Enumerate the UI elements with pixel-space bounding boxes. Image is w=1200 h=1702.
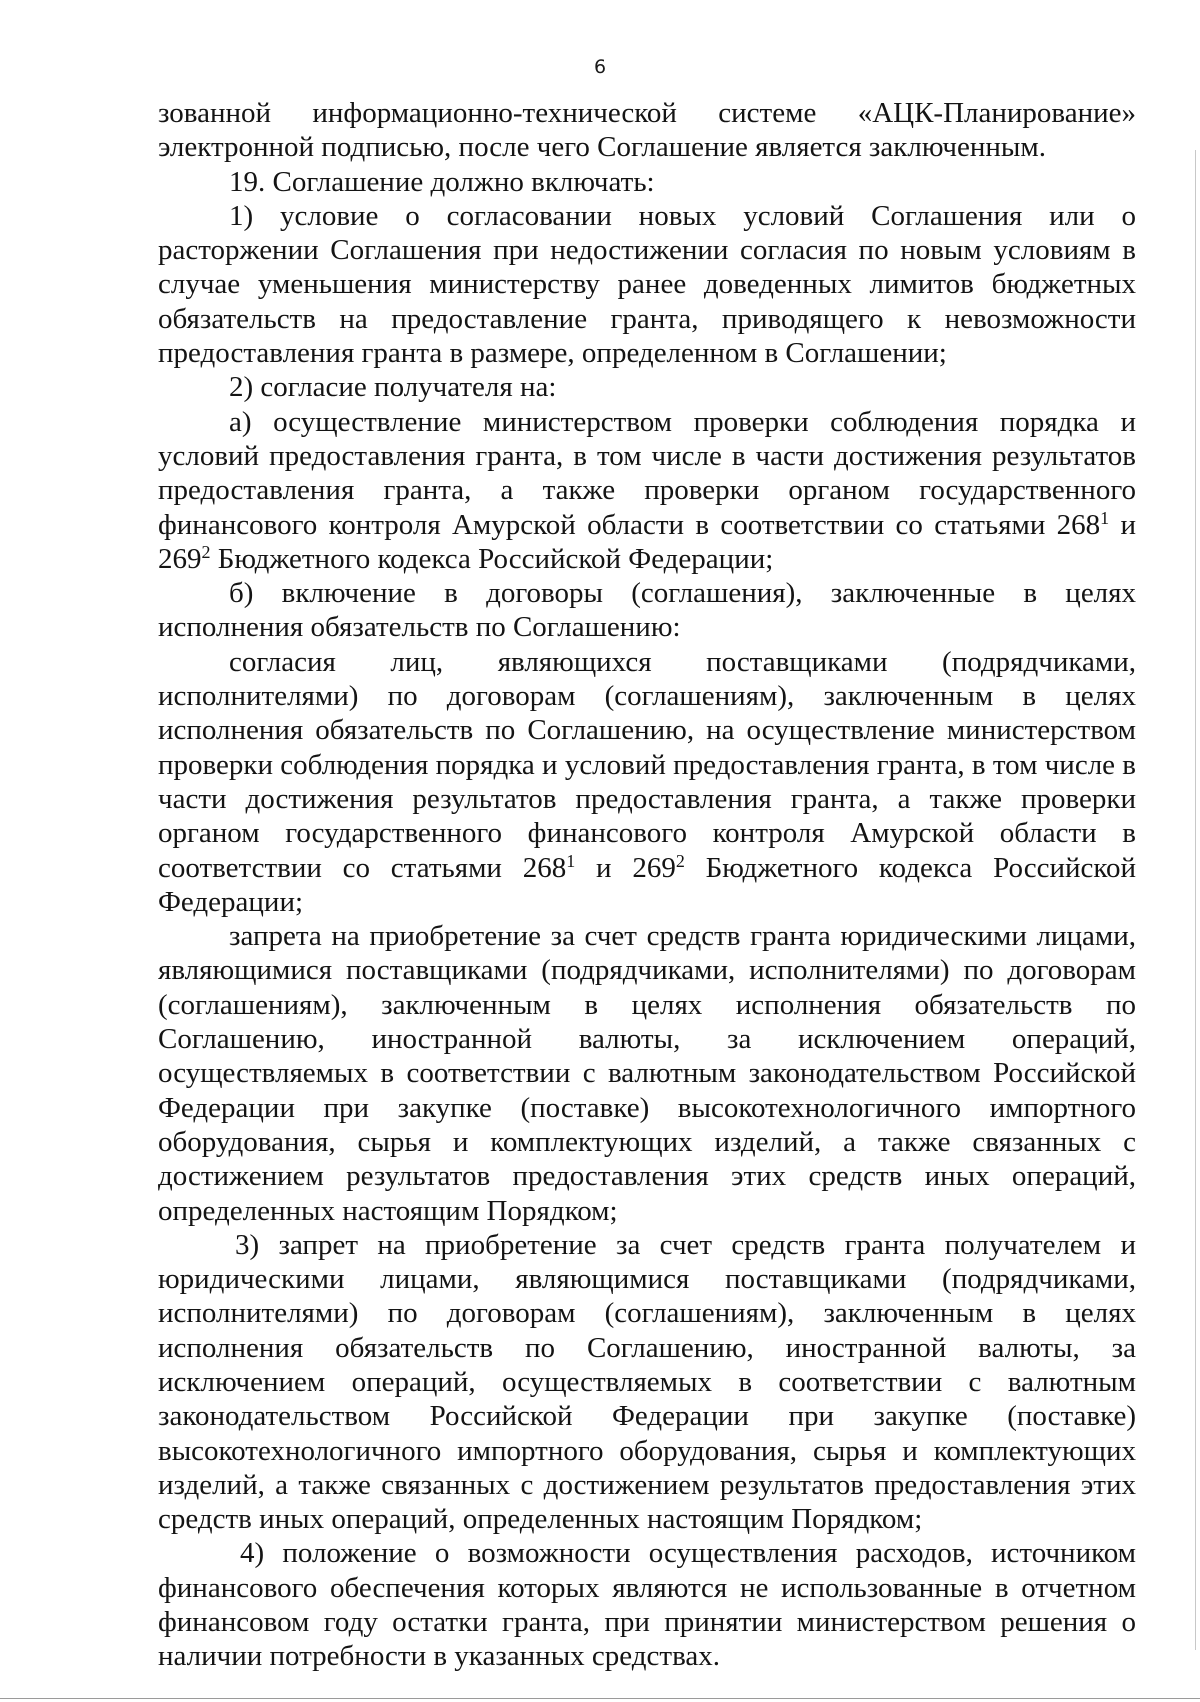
superscript-1: 1 [1100,507,1110,528]
paragraph-item-4: 4) положение о возможности осуществления расходов, источником финансового обеспечения которых являются не использованные в отчетном финансовом году остатки гранта, при принятии министерством решения о наличии потребности в указанных средствах. [158,1537,1136,1673]
superscript-1: 1 [566,850,576,871]
paragraph-consent [158,645,1136,919]
paragraph-item-3: 3) запрет на приобретение за счет средств гранта получателем и юридическими лицами, являющимися поставщиками (подрядчиками, исполнителями) по договорам (соглашениям), заключенным в целях исполнения обязательств по Соглашению, иностранной валюты, за исключением операций, осуществляемых в соответствии с валютным законодательством Российской Федерации при закупке (поставке) высокотехнологичного импортного оборудования, сырья и комплектующих изделий, а также связанных с достижением результатов предоставления этих средств иных операций, определенных настоящим Порядком; [158,1228,1136,1536]
superscript-2: 2 [675,850,685,871]
paragraph-item-2b: б) включение в договоры (соглашения), заключенные в целях исполнения обязательств по Соглашению: [158,577,1136,644]
paragraph-clause-19: 19. Соглашение должно включать: [229,165,655,198]
document-body [158,96,1136,1674]
paragraph-prohibition: запрета на приобретение за счет средств гранта юридическими лицами, являющимися поставщиками (подрядчиками, исполнителями) по договорам (соглашениям), заключенным в целях исполнения обязательств по Соглашению, иностранной валюты, за исключением операций, осуществляемых в соответствии с валютным законодательством Российской Федерации при закупке (поставке) высокотехнологичного импортного оборудования, сырья и комплектующих изделий, а также связанных с достижением результатов предоставления этих средств иных операций, определенных настоящим Порядком; [158,920,1136,1227]
consent-text: согласия лиц, являющихся поставщиками (подрядчиками, исполнителями) по договорам (соглашениям), заключенным в целях исполнения обязательств по Соглашению, на осуществление министерством проверки соблюдения порядка и условий предоставления гранта, в том числе в части достижения результатов предоставления гранта, а также проверки органом государственного финансового контроля Амурской области в соответствии со статьями 268 [158,645,1136,884]
consent-text-and: и 269 [596,851,676,884]
scan-edge-line [1195,150,1196,1650]
scan-bottom-edge [0,1698,1200,1699]
page-number: 6 [593,56,607,78]
paragraph-item-1: 1) условие о согласовании новых условий Соглашения или о расторжении Соглашения при недостижении согласия по новым условиям в случае уменьшения министерству ранее доведенных лимитов бюджетных обязательств на предоставление гранта, приводящего к невозможности предоставления гранта в размере, определенном в Соглашении; [158,199,1136,370]
item-2a-text: а) осуществление министерством проверки соблюдения порядка и условий предоставления гранта, в том числе в части достижения результатов предоставления гранта, а также проверки органом государственного финансового контроля Амурской области в соответствии со статьями 268 [158,405,1136,541]
superscript-2: 2 [201,541,211,562]
paragraph-item-2a [158,405,1136,576]
item-2a-text-end: Бюджетного кодекса Российской Федерации; [217,542,774,575]
paragraph-continuation: зованной информационно-технической системе «АЦК-Планирование» электронной подписью, после чего Соглашение является заключенным. [158,97,1136,164]
paragraph-item-2: 2) согласие получателя на: [229,371,557,404]
consent-text-end: Бюджетного кодекса Российской Федерации; [158,851,1136,918]
item-2a-text-and: и 269 [158,508,1136,575]
